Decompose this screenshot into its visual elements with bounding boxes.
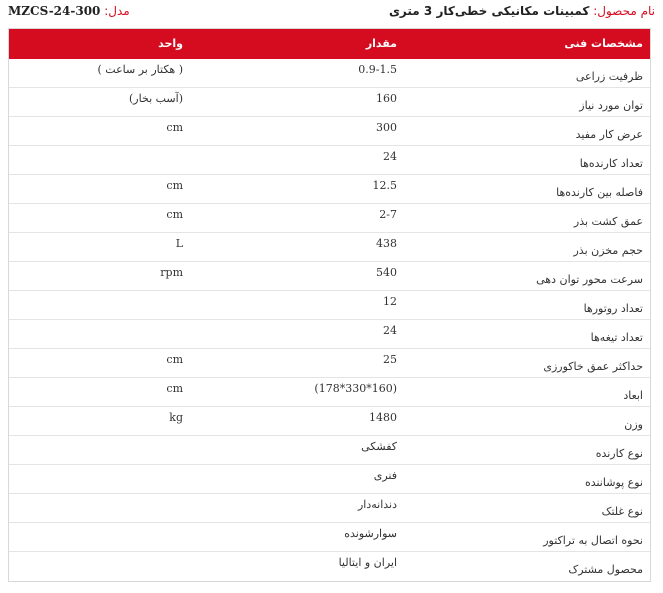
- unit-cell: cm: [166, 382, 183, 395]
- amount-cell: فنری: [373, 469, 397, 482]
- spec-cell: ابعاد: [623, 389, 643, 402]
- product-name-label: نام محصول:: [593, 4, 655, 18]
- table-row: [9, 349, 650, 378]
- spec-cell: تعداد کارنده‌ها: [579, 157, 643, 170]
- amount-cell: 24: [383, 324, 397, 337]
- model-label: مدل:: [104, 4, 130, 18]
- spec-cell: سرعت محور توان دهی: [536, 273, 643, 286]
- column-header-spec: مشخصات فنی: [564, 37, 643, 50]
- amount-cell: 0.9-1.5: [358, 63, 397, 76]
- model-value: MZCS-24-300: [8, 4, 101, 18]
- table-row: [9, 494, 650, 523]
- column-header-amount: مقدار: [365, 37, 397, 50]
- amount-cell: 1480: [369, 411, 397, 424]
- page-header: [0, 0, 663, 26]
- spec-cell: نحوه اتصال به تراکتور: [543, 534, 643, 547]
- table-row: [9, 117, 650, 146]
- amount-cell: ایران و ایتالیا: [338, 556, 397, 569]
- table-row: [9, 204, 650, 233]
- amount-cell: 25: [383, 353, 397, 366]
- spec-cell: حداکثر عمق خاکورزی: [543, 360, 643, 373]
- unit-cell: (آسب بخار): [129, 92, 183, 105]
- table-row: [9, 523, 650, 552]
- spec-cell: محصول مشترک: [568, 563, 643, 576]
- table-header-row: [9, 29, 650, 59]
- table-row: [9, 291, 650, 320]
- unit-cell: [9, 465, 190, 493]
- spec-cell: عرض کار مفید: [575, 128, 643, 141]
- spec-cell: نوع کارنده: [595, 447, 643, 460]
- spec-cell: تعداد روتورها: [583, 302, 643, 315]
- amount-cell: 12.5: [372, 179, 397, 192]
- table-row: [9, 59, 650, 88]
- amount-cell: (160*330*178): [314, 382, 397, 395]
- table-row: [9, 262, 650, 291]
- table-row: [9, 233, 650, 262]
- amount-cell: 12: [383, 295, 397, 308]
- spec-cell: نوع پوشاننده: [584, 476, 643, 489]
- unit-cell: cm: [166, 208, 183, 221]
- spec-cell: عمق کشت بذر: [573, 215, 643, 228]
- unit-cell: [9, 436, 190, 464]
- table-row: [9, 465, 650, 494]
- product-name: [389, 4, 655, 18]
- table-row: [9, 407, 650, 436]
- table-row: [9, 436, 650, 465]
- spec-cell: ظرفیت زراعی: [575, 70, 643, 83]
- table-row: [9, 378, 650, 407]
- spec-cell: توان مورد نیاز: [579, 99, 643, 112]
- column-header-unit: واحد: [158, 37, 183, 50]
- amount-cell: 540: [376, 266, 397, 279]
- amount-cell: 160: [376, 92, 397, 105]
- unit-cell: [9, 320, 190, 348]
- table-row: [9, 146, 650, 175]
- model-number: [8, 4, 130, 18]
- unit-cell: [9, 552, 190, 581]
- unit-cell: cm: [166, 179, 183, 192]
- spec-cell: تعداد تیغه‌ها: [590, 331, 643, 344]
- unit-cell: L: [175, 237, 183, 250]
- unit-cell: [9, 494, 190, 522]
- amount-cell: سوارشونده: [344, 527, 397, 540]
- unit-cell: [9, 146, 190, 174]
- product-name-value: کمبینات مکانیکی خطی‌کار 3 متری: [388, 4, 590, 18]
- amount-cell: کفشکی: [361, 440, 397, 453]
- unit-cell: rpm: [160, 266, 183, 279]
- unit-cell: cm: [166, 353, 183, 366]
- amount-cell: دندانه‌دار: [357, 498, 397, 511]
- unit-cell: kg: [169, 411, 183, 424]
- spec-table: [8, 28, 651, 582]
- amount-cell: 2-7: [379, 208, 397, 221]
- table-row: [9, 175, 650, 204]
- amount-cell: 438: [376, 237, 397, 250]
- unit-cell: cm: [166, 121, 183, 134]
- spec-cell: وزن: [624, 418, 643, 431]
- unit-cell: [9, 523, 190, 551]
- unit-cell: ( هکتار بر ساعت ): [97, 63, 183, 76]
- table-row: [9, 320, 650, 349]
- spec-cell: حجم مخزن بذر: [573, 244, 643, 257]
- spec-cell: نوع غلتک: [601, 505, 643, 518]
- amount-cell: 24: [383, 150, 397, 163]
- table-row: [9, 88, 650, 117]
- unit-cell: [9, 291, 190, 319]
- amount-cell: 300: [376, 121, 397, 134]
- table-row: [9, 552, 650, 581]
- spec-cell: فاصله بین کارنده‌ها: [556, 186, 643, 199]
